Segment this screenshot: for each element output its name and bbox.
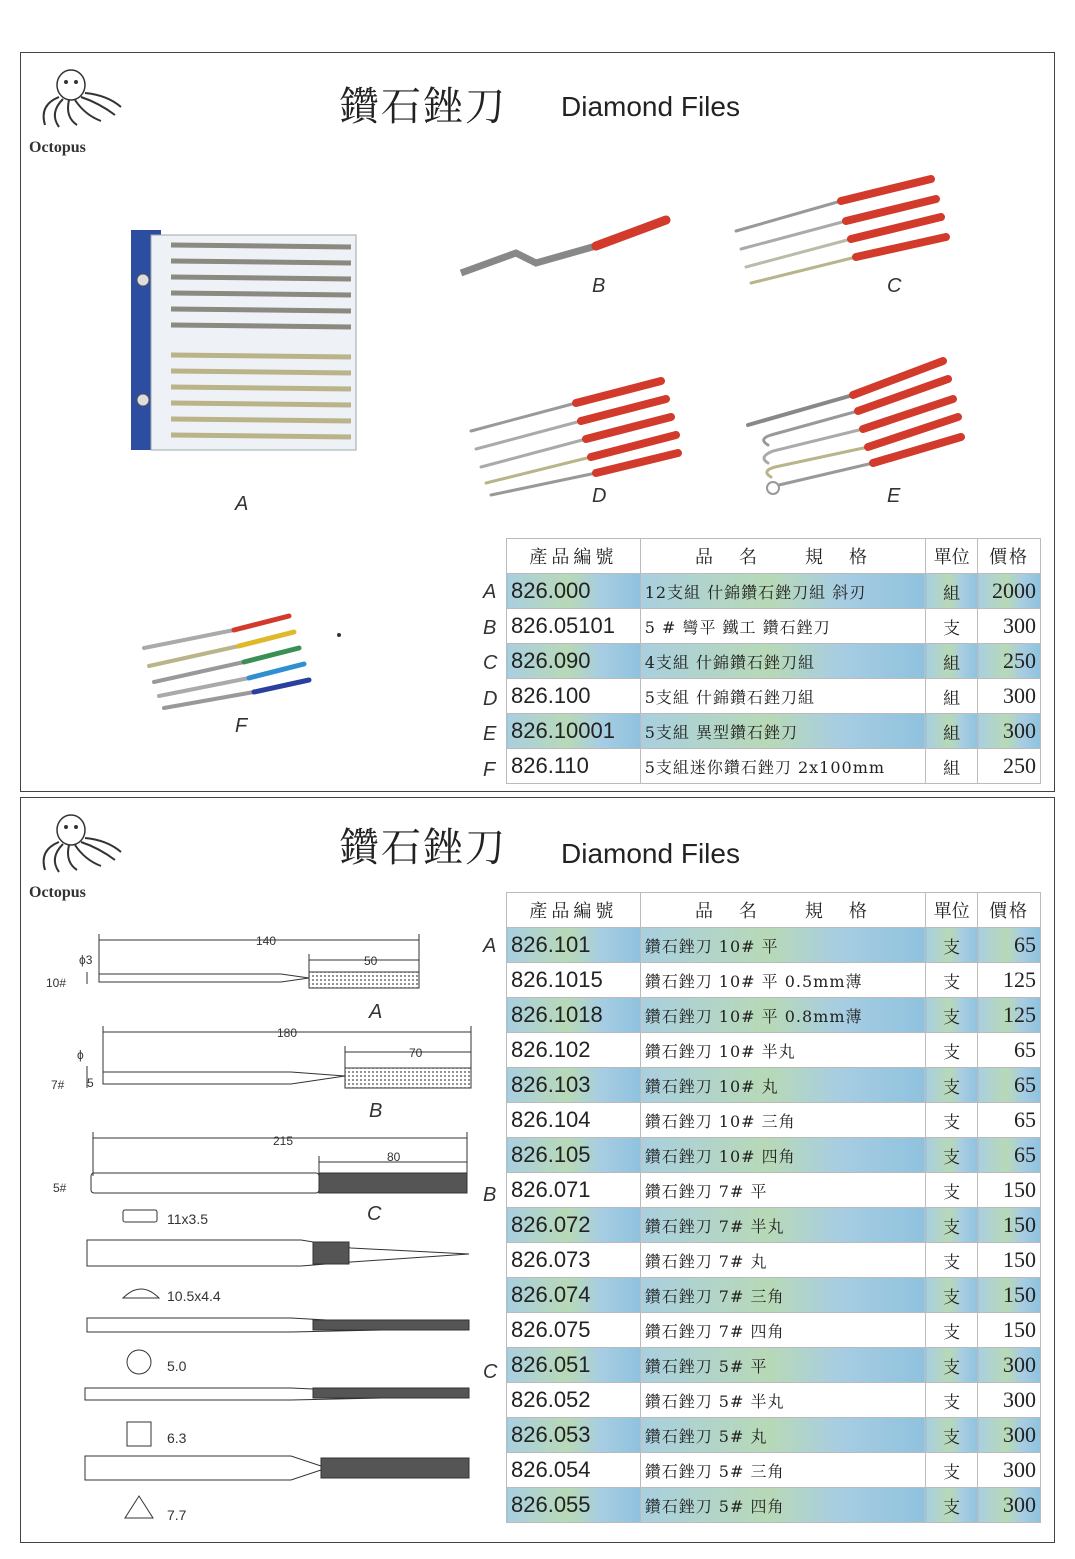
- product-photo-c: [731, 171, 951, 291]
- cell-price: 250: [978, 749, 1041, 784]
- table-row: [507, 714, 1041, 749]
- cell-name: 鑽石銼刀 10# 三角: [640, 1103, 925, 1138]
- dim-c-size: 5#: [53, 1181, 67, 1195]
- photo-label-c: C: [887, 275, 902, 297]
- cell-unit: 支: [926, 1033, 978, 1068]
- table-row: [507, 1418, 1041, 1453]
- row-group-label: A: [483, 935, 497, 957]
- row-group-label: B: [483, 616, 497, 639]
- cell-name: 鑽石銼刀 10# 平 0.8mm薄: [640, 998, 925, 1033]
- cell-code: 826.000: [507, 574, 641, 609]
- cell-code: 826.073: [507, 1243, 641, 1278]
- table-row: [507, 1103, 1041, 1138]
- cell-price: 150: [978, 1208, 1041, 1243]
- cell-unit: 支: [926, 609, 978, 644]
- dim-c-total: 215: [273, 1134, 294, 1148]
- table-row: [507, 1348, 1041, 1383]
- table-row: [507, 963, 1041, 998]
- bottom-price-table: [506, 892, 1041, 1523]
- top-panel: [20, 52, 1055, 792]
- product-photo-a: [121, 225, 361, 460]
- cell-unit: 支: [926, 1173, 978, 1208]
- photo-label-a: A: [235, 493, 249, 515]
- page-title-zh: 鑽石銼刀: [339, 84, 507, 130]
- diagram-label-c: C: [367, 1203, 382, 1225]
- cell-code: 826.1018: [507, 998, 641, 1033]
- dim-b-dia: ϕ: [77, 1048, 84, 1062]
- photo-label-f: F: [235, 715, 248, 737]
- cell-unit: 支: [926, 1138, 978, 1173]
- header-code: 產品編號: [507, 539, 641, 574]
- photo-label-e: E: [887, 485, 901, 507]
- brand-logo-text: Octopus: [29, 139, 86, 156]
- cell-unit: 支: [926, 1418, 978, 1453]
- cell-unit: 支: [926, 1313, 978, 1348]
- table-row: [507, 1488, 1041, 1523]
- row-group-label: C: [483, 1361, 498, 1383]
- table-row: [507, 1033, 1041, 1068]
- cell-price: 2000: [978, 574, 1041, 609]
- cell-code: 826.090: [507, 644, 641, 679]
- cell-code: 826.101: [507, 928, 641, 963]
- section-half-round-label: 10.5x4.4: [167, 1288, 221, 1304]
- header-unit: 單位: [926, 893, 978, 928]
- cell-code: 826.053: [507, 1418, 641, 1453]
- cell-unit: 組: [926, 574, 978, 609]
- cell-price: 300: [978, 1488, 1041, 1523]
- table-row: [507, 644, 1041, 679]
- cell-name: 鑽石銼刀 5# 丸: [640, 1418, 925, 1453]
- page-title-zh: 鑽石銼刀: [339, 825, 507, 871]
- cell-name: 5支組迷你鑽石銼刀 2x100mm: [640, 749, 926, 784]
- cell-name: 5支組 異型鑽石銼刀: [640, 714, 926, 749]
- cell-name: 鑽石銼刀 10# 平 0.5mm薄: [640, 963, 925, 998]
- cell-price: 65: [978, 928, 1041, 963]
- header-code: 產品編號: [507, 893, 641, 928]
- cell-code: 826.102: [507, 1033, 641, 1068]
- cell-price: 300: [978, 1383, 1041, 1418]
- cell-unit: 組: [926, 644, 978, 679]
- table-row: [507, 1068, 1041, 1103]
- cell-code: 826.055: [507, 1488, 641, 1523]
- dim-b-total: 180: [277, 1026, 298, 1040]
- cell-code: 826.074: [507, 1278, 641, 1313]
- diagram-label-a: A: [369, 1001, 383, 1023]
- bottom-panel: [20, 797, 1055, 1543]
- cell-name: 4支組 什錦鑽石銼刀組: [640, 644, 926, 679]
- table-row: [507, 749, 1041, 784]
- cell-price: 65: [978, 1068, 1041, 1103]
- product-photo-f: [139, 608, 349, 718]
- row-group-label: B: [483, 1183, 497, 1206]
- top-price-table: [506, 538, 1041, 784]
- table-row: [507, 1173, 1041, 1208]
- section-round-label: 5.0: [167, 1358, 187, 1374]
- dim-b-size: 7#: [51, 1078, 65, 1092]
- photo-label-b: B: [592, 275, 606, 297]
- row-group-label: E: [483, 723, 497, 745]
- cell-name: 5 # 彎平 鐵工 鑽石銼刀: [640, 609, 926, 644]
- cell-price: 300: [978, 1348, 1041, 1383]
- cell-unit: 支: [926, 1488, 978, 1523]
- header-name: 品 名 規 格: [640, 893, 925, 928]
- table-row: [507, 609, 1041, 644]
- cell-code: 826.103: [507, 1068, 641, 1103]
- row-group-label: C: [483, 652, 498, 674]
- cell-name: 鑽石銼刀 10# 丸: [640, 1068, 925, 1103]
- cell-code: 826.10001: [507, 714, 641, 749]
- table-row: [507, 928, 1041, 963]
- photo-label-d: D: [592, 485, 607, 507]
- cell-code: 826.105: [507, 1138, 641, 1173]
- cell-name: 鑽石銼刀 7# 四角: [640, 1313, 925, 1348]
- dim-b-dia2: 5: [87, 1076, 94, 1090]
- cell-price: 300: [978, 1453, 1041, 1488]
- brand-logo-text: Octopus: [29, 884, 86, 901]
- file-dimension-diagram: [51, 918, 481, 1538]
- cell-name: 鑽石銼刀 7# 平: [640, 1173, 925, 1208]
- dim-a-coated: 50: [364, 954, 378, 968]
- cell-code: 826.104: [507, 1103, 641, 1138]
- cell-price: 65: [978, 1138, 1041, 1173]
- table-row: [507, 1243, 1041, 1278]
- cell-code: 826.052: [507, 1383, 641, 1418]
- header-price: 價格: [978, 539, 1041, 574]
- table-row: [507, 574, 1041, 609]
- table-row: [507, 1208, 1041, 1243]
- cell-price: 150: [978, 1243, 1041, 1278]
- table-row: [507, 679, 1041, 714]
- cell-code: 826.05101: [507, 609, 641, 644]
- cell-unit: 支: [926, 928, 978, 963]
- dim-a-total: 140: [256, 934, 277, 948]
- row-group-label: A: [483, 581, 497, 603]
- cell-name: 12支組 什錦鑽石銼刀組 斜刃: [640, 574, 926, 609]
- cell-price: 250: [978, 644, 1041, 679]
- cell-unit: 組: [926, 679, 978, 714]
- dim-a-dia: ϕ3: [79, 953, 93, 967]
- cell-unit: 支: [926, 1208, 978, 1243]
- header-unit: 單位: [926, 539, 978, 574]
- cell-code: 826.054: [507, 1453, 641, 1488]
- cell-code: 826.071: [507, 1173, 641, 1208]
- cell-unit: 組: [926, 749, 978, 784]
- row-group-label: D: [483, 687, 498, 710]
- cell-code: 826.1015: [507, 963, 641, 998]
- dim-b-coated: 70: [409, 1046, 423, 1060]
- cell-price: 300: [978, 714, 1041, 749]
- product-photo-e: [743, 353, 973, 498]
- cell-unit: 支: [926, 998, 978, 1033]
- cell-price: 300: [978, 609, 1041, 644]
- section-flat-label: 11x3.5: [167, 1211, 208, 1227]
- cell-name: 鑽石銼刀 7# 三角: [640, 1278, 925, 1313]
- cell-name: 鑽石銼刀 10# 平: [640, 928, 925, 963]
- section-square-label: 6.3: [167, 1430, 187, 1446]
- cell-name: 鑽石銼刀 5# 四角: [640, 1488, 925, 1523]
- dim-a-size: 10#: [46, 976, 67, 990]
- cell-code: 826.075: [507, 1313, 641, 1348]
- cell-name: 5支組 什錦鑽石銼刀組: [640, 679, 926, 714]
- cell-name: 鑽石銼刀 10# 半丸: [640, 1033, 925, 1068]
- cell-code: 826.072: [507, 1208, 641, 1243]
- product-photo-d: [466, 371, 686, 501]
- cell-name: 鑽石銼刀 7# 半丸: [640, 1208, 925, 1243]
- cell-name: 鑽石銼刀 10# 四角: [640, 1138, 925, 1173]
- cell-unit: 支: [926, 1278, 978, 1313]
- cell-unit: 支: [926, 1383, 978, 1418]
- page-title-en: Diamond Files: [561, 91, 740, 122]
- cell-price: 125: [978, 963, 1041, 998]
- cell-unit: 支: [926, 1453, 978, 1488]
- cell-price: 125: [978, 998, 1041, 1033]
- table-row: [507, 998, 1041, 1033]
- cell-price: 300: [978, 1418, 1041, 1453]
- page-title-en: Diamond Files: [561, 838, 740, 869]
- cell-price: 150: [978, 1173, 1041, 1208]
- table-row: [507, 1453, 1041, 1488]
- cell-name: 鑽石銼刀 7# 丸: [640, 1243, 925, 1278]
- table-row: [507, 1138, 1041, 1173]
- cell-price: 300: [978, 679, 1041, 714]
- diagram-label-b: B: [369, 1100, 383, 1122]
- cell-name: 鑽石銼刀 5# 半丸: [640, 1383, 925, 1418]
- table-row: [507, 1313, 1041, 1348]
- cell-name: 鑽石銼刀 5# 平: [640, 1348, 925, 1383]
- section-triangle-label: 7.7: [167, 1507, 187, 1523]
- cell-unit: 支: [926, 963, 978, 998]
- cell-unit: 支: [926, 1068, 978, 1103]
- cell-unit: 組: [926, 714, 978, 749]
- product-photo-b: [456, 208, 676, 288]
- cell-unit: 支: [926, 1243, 978, 1278]
- cell-price: 65: [978, 1103, 1041, 1138]
- table-row: [507, 1383, 1041, 1418]
- cell-code: 826.051: [507, 1348, 641, 1383]
- cell-unit: 支: [926, 1348, 978, 1383]
- cell-price: 150: [978, 1313, 1041, 1348]
- dim-c-coated: 80: [387, 1150, 401, 1164]
- cell-unit: 支: [926, 1103, 978, 1138]
- cell-price: 150: [978, 1278, 1041, 1313]
- cell-code: 826.100: [507, 679, 641, 714]
- table-row: [507, 1278, 1041, 1313]
- cell-price: 65: [978, 1033, 1041, 1068]
- header-name: 品 名 規 格: [640, 539, 926, 574]
- cell-name: 鑽石銼刀 5# 三角: [640, 1453, 925, 1488]
- cell-code: 826.110: [507, 749, 641, 784]
- row-group-label: F: [483, 758, 496, 781]
- header-price: 價格: [978, 893, 1041, 928]
